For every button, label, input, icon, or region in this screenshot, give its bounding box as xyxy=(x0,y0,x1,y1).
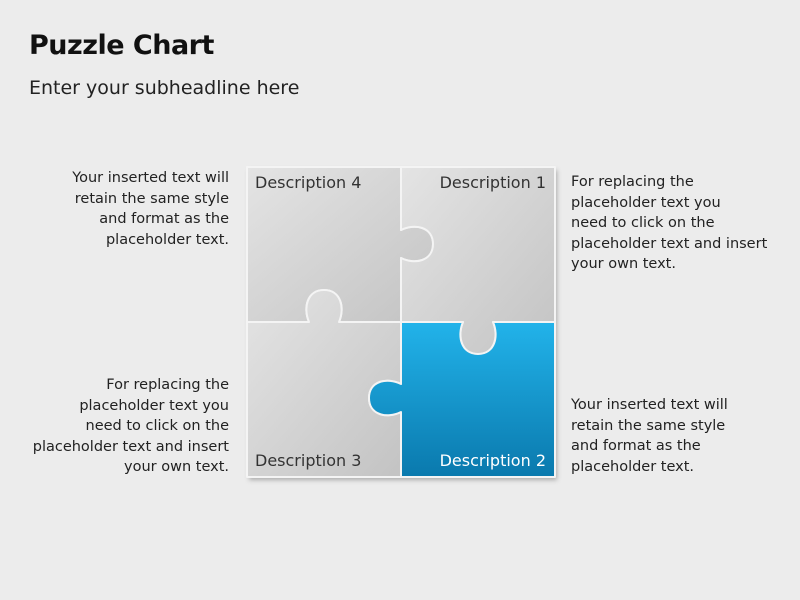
puzzle-diagram xyxy=(247,167,555,477)
note-line: Your inserted text will xyxy=(72,170,229,186)
note-line: and format as the xyxy=(571,438,701,454)
page-subtitle: Enter your subheadline here xyxy=(29,77,300,99)
note-line: need to click on the xyxy=(571,215,715,231)
note-line: need to click on the xyxy=(85,418,229,434)
note-line: placeholder text. xyxy=(571,458,695,475)
page-title: Puzzle Chart xyxy=(29,30,214,61)
note-line: your own text. xyxy=(571,256,676,272)
note-line: placeholder text and insert xyxy=(32,438,229,455)
note-line: and format as the xyxy=(99,211,229,227)
note-top-right xyxy=(571,172,771,275)
note-bottom-right xyxy=(571,395,771,477)
note-line: retain the same style xyxy=(74,190,229,207)
note-line: placeholder text you xyxy=(79,397,229,414)
note-line: For replacing the xyxy=(106,377,229,393)
puzzle-label-bottom-right: Description 2 xyxy=(439,451,546,470)
note-bottom-left xyxy=(29,375,229,478)
note-line: placeholder text you xyxy=(571,194,721,211)
note-line: For replacing the xyxy=(571,174,694,190)
note-line: Your inserted text will xyxy=(571,397,728,413)
note-line: retain the same style xyxy=(571,417,726,434)
note-line: placeholder text and insert xyxy=(571,235,768,252)
puzzle-label-top-left: Description 4 xyxy=(255,173,362,192)
puzzle-label-bottom-left: Description 3 xyxy=(255,451,362,470)
note-line: your own text. xyxy=(124,459,229,475)
puzzle-label-top-right: Description 1 xyxy=(439,173,546,192)
note-top-left xyxy=(29,168,229,250)
note-line: placeholder text. xyxy=(105,231,229,248)
